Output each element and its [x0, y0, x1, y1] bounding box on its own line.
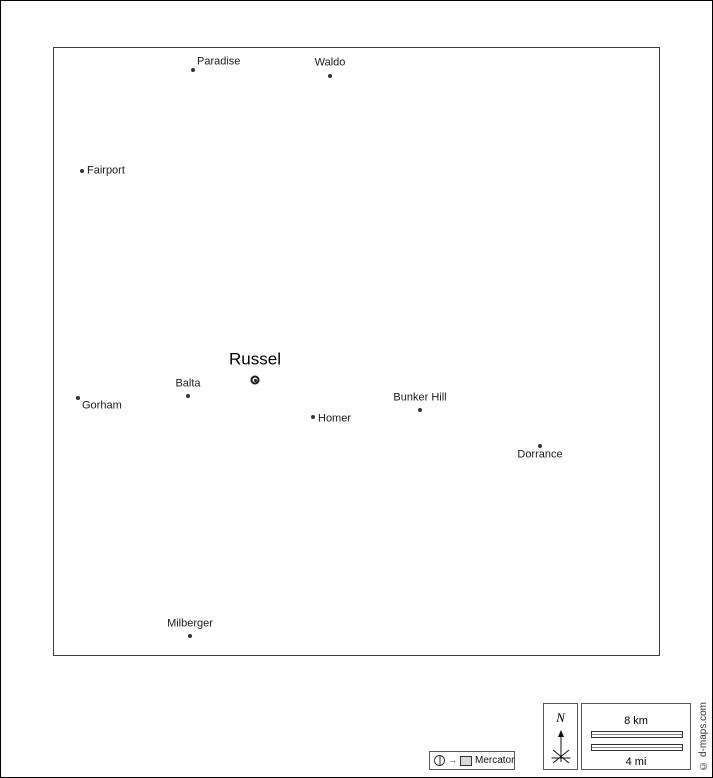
copyright-credit: © d-maps.com	[698, 702, 709, 771]
scale-km-label: 8 km	[624, 715, 648, 727]
city-dot-icon	[80, 169, 84, 173]
city-label: Fairport	[87, 164, 125, 177]
map-frame	[53, 47, 660, 656]
capital-dot-icon	[251, 376, 260, 385]
scale-mi-bar	[591, 744, 683, 751]
city-dot-icon	[186, 394, 190, 398]
arrow-icon: →	[448, 755, 457, 765]
city-dot-icon	[311, 415, 315, 419]
city-label: Dorrance	[517, 448, 563, 461]
city-label: Waldo	[314, 56, 346, 69]
globe-icon	[434, 755, 445, 766]
projection-legend	[429, 751, 515, 770]
city-dot-icon	[538, 444, 542, 448]
capital-label: Russel	[229, 349, 281, 369]
city-dot-icon	[188, 634, 192, 638]
city-label: Balta	[175, 377, 201, 390]
projection-label: Mercator	[475, 754, 515, 766]
compass-rose	[543, 703, 578, 770]
city-dot-icon	[418, 408, 422, 412]
city-dot-icon	[191, 68, 195, 72]
city-label: Homer	[318, 412, 352, 425]
city-dot-icon	[328, 74, 332, 78]
city-dot-icon	[76, 396, 80, 400]
compass-needle-icon	[549, 730, 572, 769]
city-label: Bunker Hill	[393, 391, 447, 404]
scale-bar	[581, 703, 691, 770]
scale-mi-label: 4 mi	[625, 756, 647, 768]
city-label: Paradise	[197, 55, 241, 68]
city-label: Gorham	[82, 399, 122, 412]
north-label: N	[556, 710, 565, 725]
scale-km-bar	[591, 731, 683, 738]
flat-map-icon	[460, 756, 472, 766]
city-label: Milberger	[167, 617, 213, 630]
